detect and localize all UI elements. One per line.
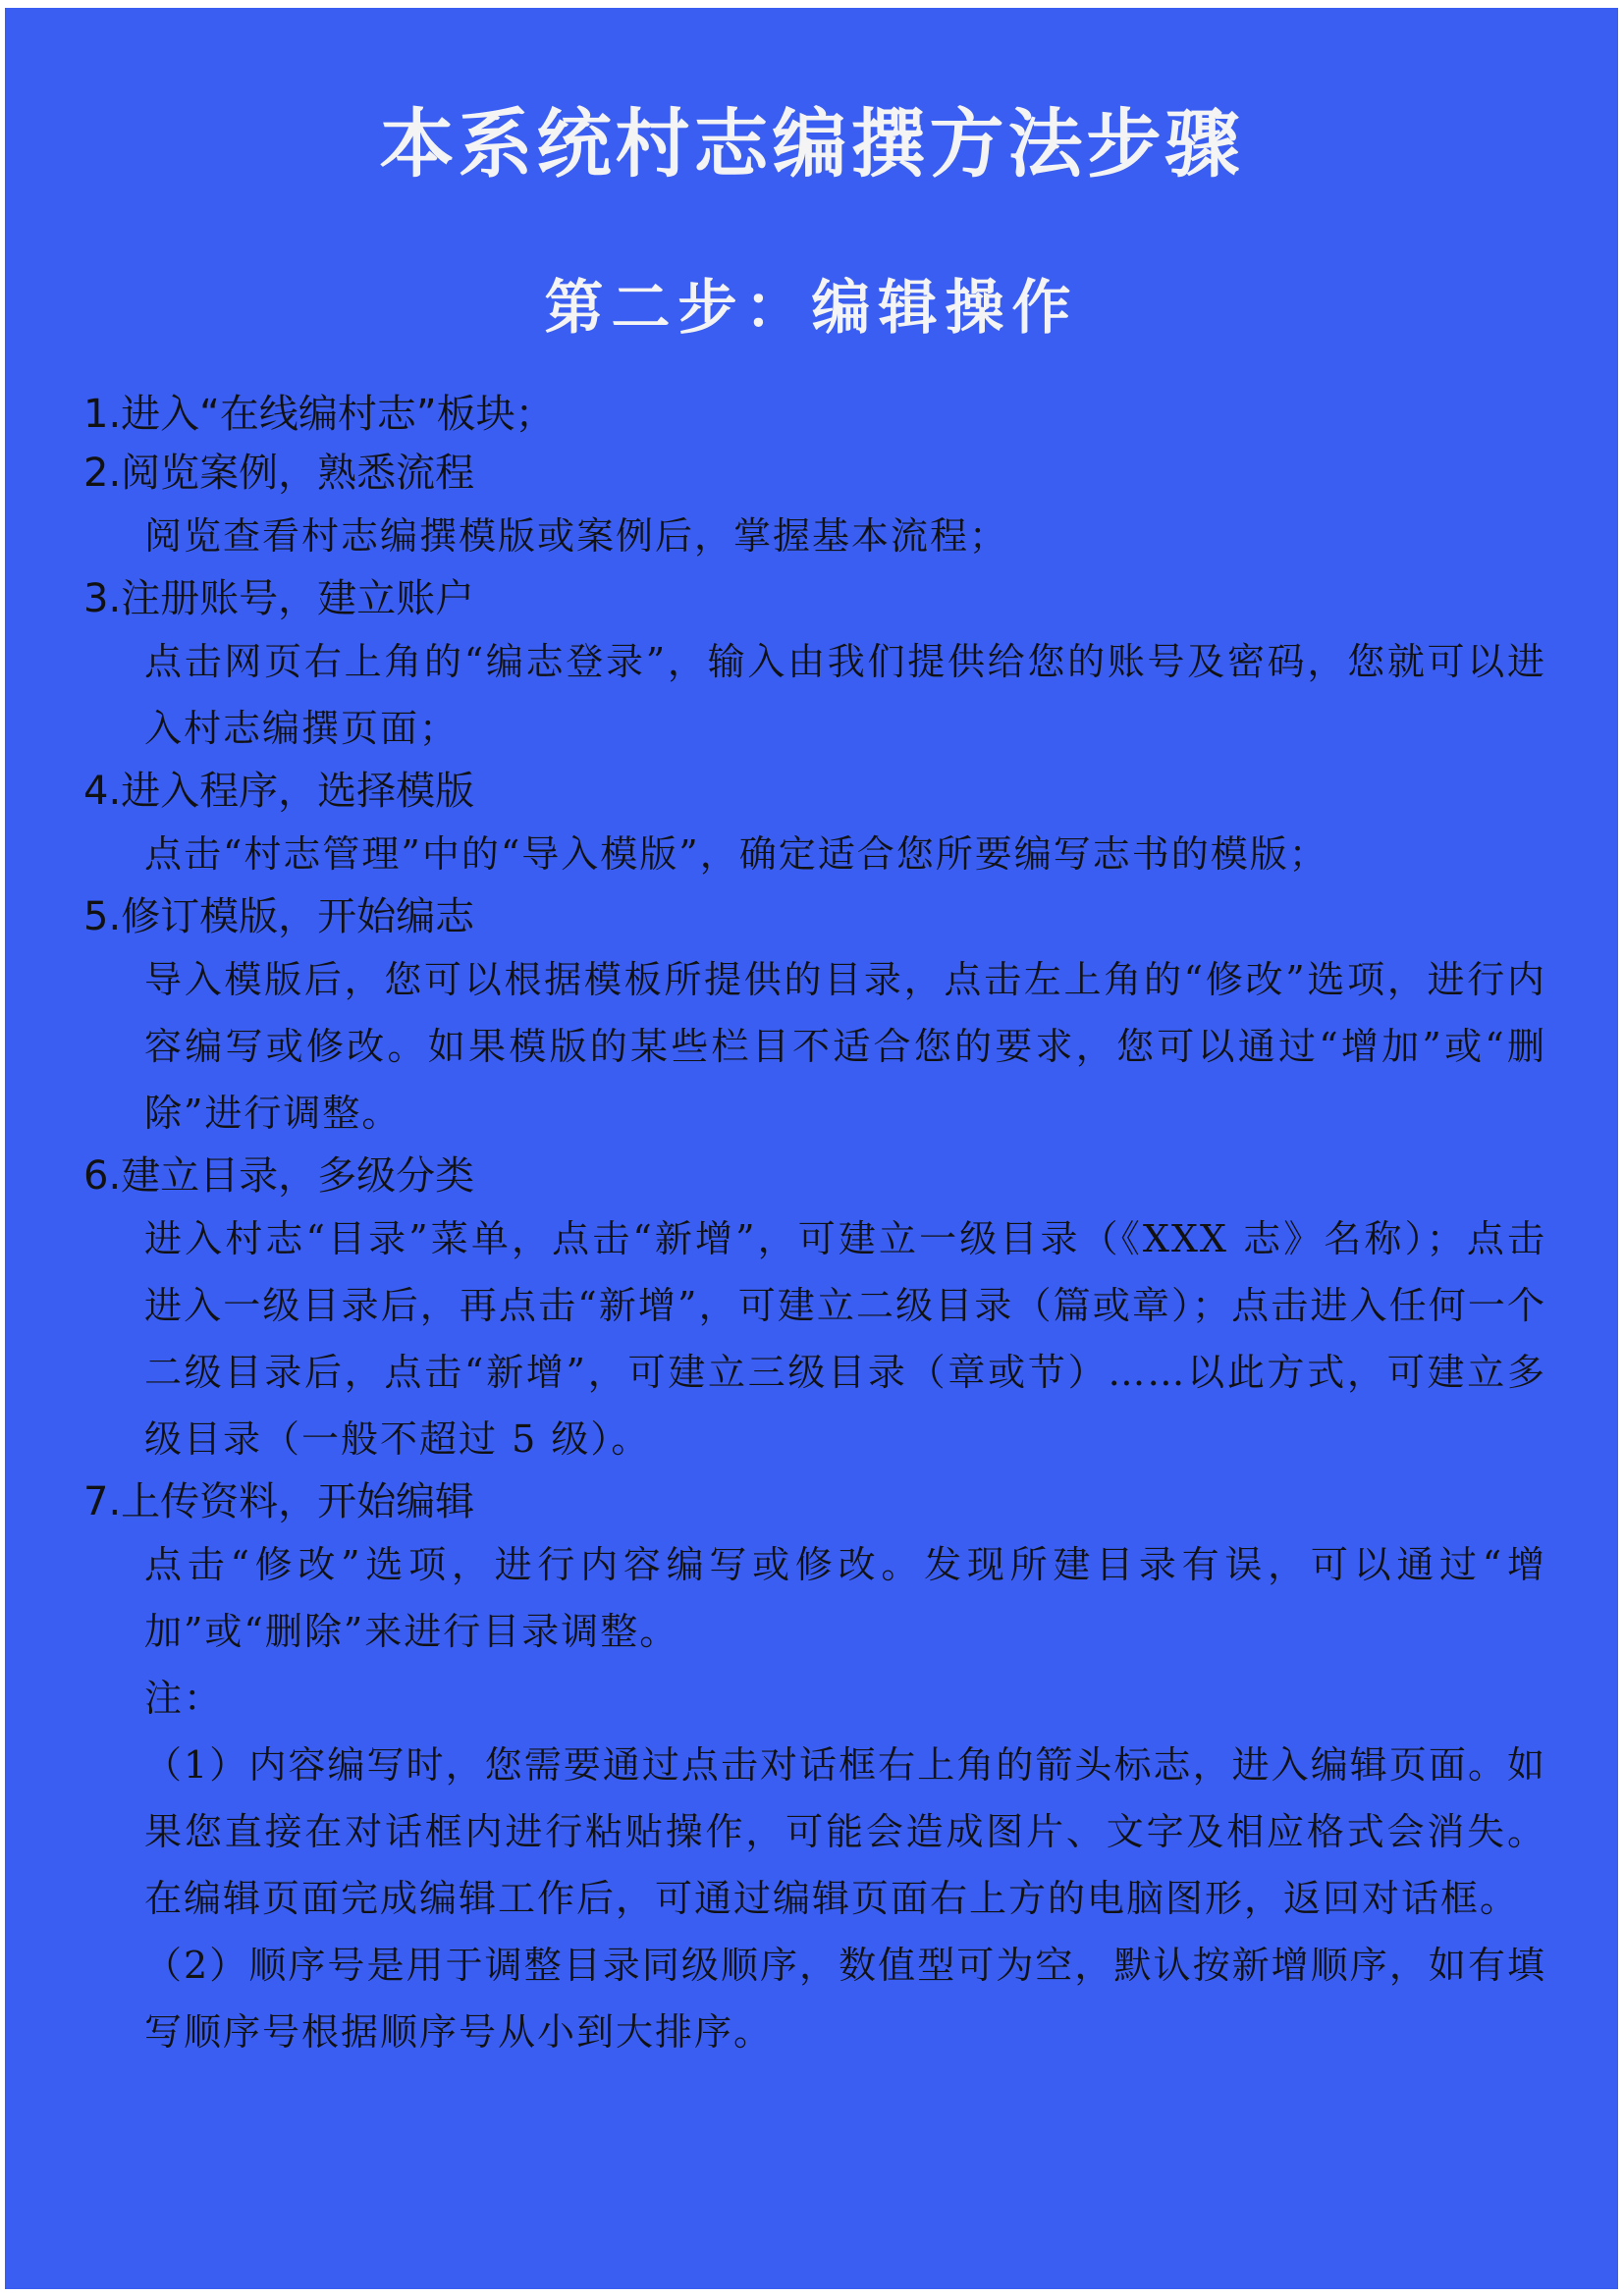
step-heading: 2.阅览案例，熟悉流程 [83,451,475,496]
step-body: 点击“村志管理”中的“导入模版”，确定适合您所要编写志书的模版； [144,832,1328,876]
step-3 [83,569,1546,762]
step-4 [83,762,1546,887]
document-panel [5,8,1618,2289]
note-item-1: （1）内容编写时，您需要通过点击对话框右上角的箭头标志，进入编辑页面。如果您直接在对话框内进行粘贴操作，可能会造成图片、文字及相应格式会消失。在编辑页面完成编辑工作后，可通过编辑页面右上方的电脑图形，返回对话框。 [144,1743,1546,1920]
step-body: 点击“修改”选项，进行内容编写或修改。发现所建目录有误，可以通过“增加”或“删除”来进行目录调整。 [144,1543,1546,1653]
step-heading: 5.修订模版，开始编志 [83,894,475,939]
page-subtitle: 第二步：编辑操作 [544,274,1079,343]
step-body: 导入模版后，您可以根据模板所提供的目录，点击左上角的“修改”选项，进行内容编写或修改。如果模版的某些栏目不适合您的要求，您可以通过“增加”或“删除”进行调整。 [144,958,1546,1135]
step-heading: 4.进入程序，选择模版 [83,769,475,814]
step-1 [83,385,1546,444]
note-item-2: （2）顺序号是用于调整目录同级顺序，数值型可为空，默认按新增顺序，如有填写顺序号根据顺序号从小到大排序。 [144,1944,1546,2054]
step-5 [83,887,1546,1147]
steps-content [83,385,1546,2065]
step-7 [83,1472,1546,2065]
step-heading: 1.进入“在线编村志”板块； [83,392,555,437]
step-2 [83,444,1546,569]
step-heading: 7.上传资料，开始编辑 [83,1479,475,1524]
page-title: 本系统村志编撰方法步骤 [379,100,1244,187]
step-6 [83,1147,1546,1472]
step-body: 阅览查看村志编撰模版或案例后，掌握基本流程； [144,514,1009,558]
step-body: 进入村志“目录”菜单，点击“新增”，可建立一级目录（《XXX 志》名称）；点击进入一级目录后，再点击“新增”，可建立二级目录（篇或章）；点击进入任何一个二级目录后，点击“新增”，可建立三级目录（章或节）……以此方式，可建立多级目录（一般不超过 5 级）。 [144,1217,1546,1461]
step-heading: 3.注册账号，建立账户 [83,576,475,621]
step-body: 点击网页右上角的“编志登录”，输入由我们提供给您的账号及密码，您就可以进入村志编撰页面； [144,640,1546,750]
note-label: 注： [144,1677,224,1720]
step-heading: 6.建立目录，多级分类 [83,1153,475,1199]
